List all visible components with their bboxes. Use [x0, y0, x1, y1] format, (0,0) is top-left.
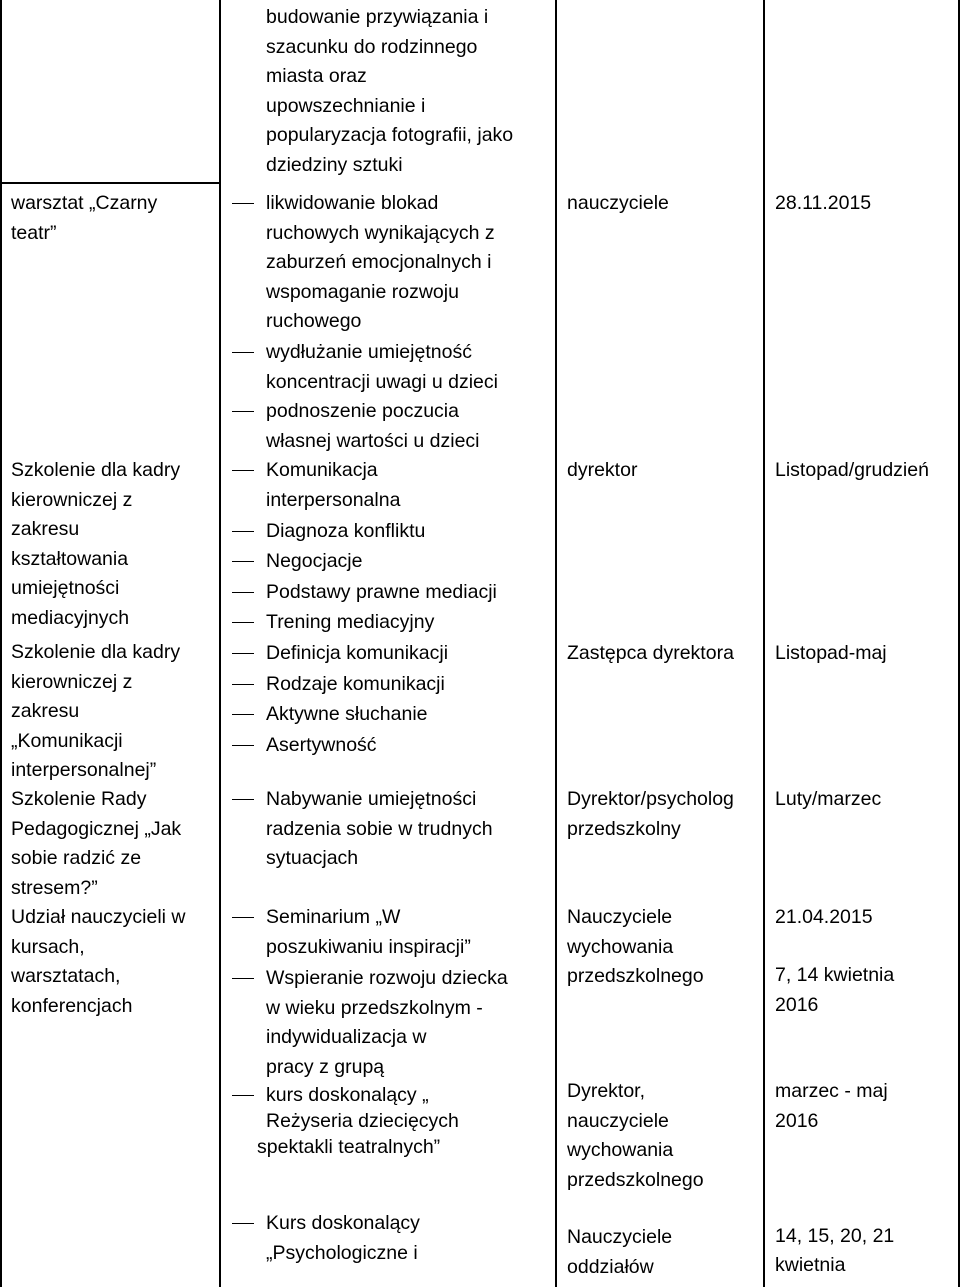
- text-line: konferencjach: [11, 994, 133, 1017]
- text-line: przedszkolnego: [567, 1168, 704, 1191]
- dash-bullet: [232, 978, 254, 979]
- text-line: kształtowania: [11, 547, 129, 570]
- activity-cell: [11, 189, 157, 248]
- dash-bullet: [232, 1223, 254, 1224]
- text-line: zakresu: [11, 700, 80, 722]
- dash-bullet: [232, 561, 254, 562]
- text-line: 2016: [775, 993, 819, 1016]
- objective-item: [266, 731, 377, 761]
- text-line: radzenia sobie w trudnych: [266, 817, 493, 840]
- text-line: Szkolenie dla kadry: [11, 459, 181, 481]
- text-line: kurs doskonalący „: [266, 1084, 429, 1106]
- text-line: marzec - maj: [775, 1080, 888, 1102]
- text-line: poszukiwaniu inspiracji”: [266, 935, 471, 958]
- dash-bullet: [232, 592, 254, 593]
- column-border: [219, 0, 221, 1287]
- text-line: koncentracji uwagi u dzieci: [266, 370, 498, 393]
- text-line: własnej wartości u dzieci: [266, 429, 480, 452]
- text-line: Rodzaje komunikacji: [266, 673, 445, 695]
- dash-bullet: [232, 411, 254, 412]
- activity-cell: [11, 785, 181, 903]
- text-line: likwidowanie blokad: [266, 192, 439, 214]
- date-cell: [775, 1077, 888, 1136]
- text-line: mediacyjnych: [11, 606, 130, 629]
- text-line: 21.04.2015: [775, 906, 873, 928]
- text-line: 2016: [775, 1109, 819, 1132]
- text-line: Definicja komunikacji: [266, 642, 449, 664]
- text-line: Wspieranie rozwoju dziecka: [266, 967, 508, 989]
- date-cell: [775, 189, 871, 219]
- text-line: podnoszenie poczucia: [266, 400, 459, 422]
- objective-item: [266, 3, 513, 180]
- activity-cell: [11, 903, 185, 1021]
- text-line: Nauczyciele: [567, 1226, 673, 1248]
- activity-cell: [11, 638, 180, 786]
- text-line: oddziałów: [567, 1255, 654, 1278]
- dash-bullet: [232, 917, 254, 918]
- column-border: [555, 0, 557, 1287]
- text-line: Aktywne słuchanie: [266, 703, 428, 725]
- text-line: Diagnoza konfliktu: [266, 520, 426, 542]
- text-line: Luty/marzec: [775, 788, 882, 810]
- text-line: spektakli teatralnych”: [257, 1136, 441, 1158]
- dash-bullet: [232, 684, 254, 685]
- date-cell: [775, 639, 887, 669]
- text-line: szacunku do rodzinnego: [266, 35, 478, 58]
- objective-item: [266, 964, 508, 1082]
- text-line: dyrektor: [567, 459, 638, 481]
- text-line: ruchowego: [266, 310, 362, 332]
- text-line: Seminarium „W: [266, 906, 401, 928]
- text-line: 7, 14 kwietnia: [775, 964, 895, 986]
- objective-item: [266, 785, 493, 874]
- text-line: upowszechnianie i: [266, 94, 426, 117]
- text-line: kierowniczej z: [11, 488, 133, 511]
- text-line: Udział nauczycieli w: [11, 906, 186, 928]
- text-line: nauczyciele: [567, 192, 669, 214]
- text-line: nauczyciele: [567, 1109, 669, 1132]
- objective-item: [266, 338, 498, 397]
- text-line: kierowniczej z: [11, 670, 133, 693]
- text-line: Komunikacja: [266, 459, 378, 481]
- objective-item: [266, 456, 400, 515]
- text-line: budowanie przywiązania i: [266, 6, 489, 28]
- text-line: Szkolenie Rady: [11, 788, 147, 810]
- dash-bullet: [232, 714, 254, 715]
- objective-item: [257, 1082, 459, 1160]
- dash-bullet: [232, 203, 254, 204]
- text-line: ruchowych wynikających z: [266, 221, 495, 244]
- text-line: Podstawy prawne mediacji: [266, 581, 497, 603]
- text-line: Szkolenie dla kadry: [11, 641, 181, 663]
- text-line: „Komunikacji: [11, 729, 123, 752]
- date-cell: [775, 961, 894, 1020]
- text-line: zaburzeń emocjonalnych i: [266, 251, 492, 273]
- responsible-cell: [567, 189, 669, 219]
- objective-item: [266, 397, 480, 456]
- date-cell: [775, 456, 929, 486]
- dash-bullet: [232, 1095, 254, 1096]
- text-line: Listopad-maj: [775, 642, 887, 664]
- responsible-cell: [567, 1077, 704, 1195]
- text-line: pracy z grupą: [266, 1055, 385, 1078]
- text-line: dziedziny sztuki: [266, 153, 403, 176]
- text-line: warsztat „Czarny: [11, 192, 158, 214]
- column-border: [763, 0, 765, 1287]
- text-line: Reżyseria dziecięcych: [266, 1110, 459, 1132]
- responsible-cell: [567, 903, 704, 992]
- text-line: miasta oraz: [266, 65, 367, 87]
- dash-bullet: [232, 352, 254, 353]
- dash-bullet: [232, 653, 254, 654]
- text-line: Dyrektor,: [567, 1080, 646, 1102]
- date-cell: [775, 785, 881, 815]
- text-line: interpersonalnej”: [11, 759, 157, 781]
- responsible-cell: [567, 456, 637, 486]
- responsible-cell: [567, 785, 734, 844]
- objective-item: [266, 670, 445, 700]
- objective-item: [266, 578, 497, 608]
- column-border: [958, 0, 960, 1287]
- objective-item: [266, 608, 434, 638]
- text-line: zakresu: [11, 518, 80, 540]
- row-border: [0, 182, 219, 184]
- dash-bullet: [232, 470, 254, 471]
- date-cell: [775, 903, 873, 933]
- text-line: stresem?”: [11, 876, 98, 899]
- objective-item: [266, 547, 362, 577]
- column-border: [0, 0, 2, 1287]
- objective-item: [266, 700, 428, 730]
- dash-bullet: [232, 799, 254, 800]
- text-line: interpersonalna: [266, 488, 401, 511]
- text-line: „Psychologiczne i: [266, 1241, 418, 1264]
- objective-item: [266, 639, 448, 669]
- text-line: przedszkolny: [567, 817, 681, 840]
- text-line: wydłużanie umiejętność: [266, 341, 472, 363]
- text-line: Listopad/grudzień: [775, 459, 929, 481]
- text-line: Kurs doskonalący: [266, 1212, 420, 1234]
- text-line: Dyrektor/psycholog: [567, 788, 734, 810]
- text-line: Nabywanie umiejętności: [266, 788, 477, 810]
- activity-cell: [11, 456, 180, 633]
- text-line: sobie radzić ze: [11, 847, 142, 869]
- dash-bullet: [232, 745, 254, 746]
- dash-bullet: [232, 531, 254, 532]
- text-line: kwietnia: [775, 1253, 846, 1276]
- date-cell: [775, 1222, 894, 1278]
- dash-bullet: [232, 622, 254, 623]
- text-line: Negocjacje: [266, 550, 363, 572]
- responsible-cell: [567, 1223, 672, 1282]
- objective-item: [266, 189, 495, 337]
- text-line: Zastępca dyrektora: [567, 642, 734, 664]
- responsible-cell: [567, 639, 734, 669]
- text-line: popularyzacja fotografii, jako: [266, 124, 514, 146]
- text-line: wychowania: [567, 1139, 674, 1161]
- text-line: indywidualizacja w: [266, 1026, 427, 1048]
- objective-item: [266, 517, 425, 547]
- text-line: teatr”: [11, 221, 57, 244]
- text-line: Trening mediacyjny: [266, 611, 435, 633]
- text-line: Pedagogicznej „Jak: [11, 817, 182, 840]
- text-line: 14, 15, 20, 21: [775, 1225, 895, 1247]
- text-line: przedszkolnego: [567, 965, 704, 987]
- text-line: wychowania: [567, 935, 674, 958]
- objective-item: [266, 903, 471, 962]
- text-line: Nauczyciele: [567, 906, 673, 928]
- text-line: umiejętności: [11, 577, 120, 599]
- text-line: 28.11.2015: [775, 192, 872, 214]
- text-line: wspomaganie rozwoju: [266, 280, 459, 303]
- objective-item: [266, 1209, 420, 1268]
- text-line: kursach,: [11, 935, 85, 958]
- text-line: sytuacjach: [266, 847, 359, 869]
- text-line: Asertywność: [266, 734, 377, 756]
- text-line: w wieku przedszkolnym -: [266, 996, 483, 1019]
- text-line: warsztatach,: [11, 965, 121, 987]
